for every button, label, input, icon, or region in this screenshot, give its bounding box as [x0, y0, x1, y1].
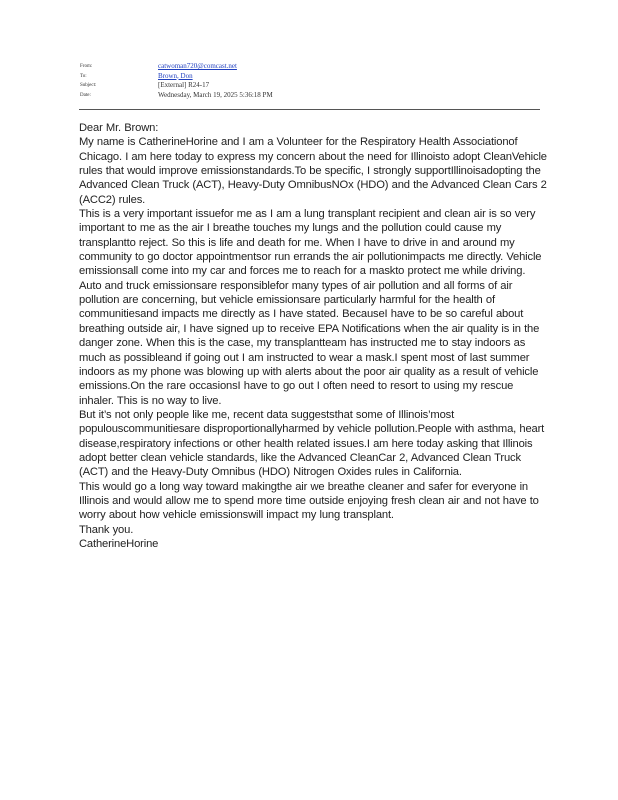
salutation: Dear Mr. Brown: [79, 122, 159, 134]
paragraph-personal: This is a very important issuefor me as I am a lung transplant recipient and clean air is so very important to me as the air I breathe touches my lungs and the pollution could cause my transplantto reject. So this is life and death for me. When I have to drive in and around my community to go doctor appointmentsor run errands the air pollutionimpacts me directly. Vehicle emissionsall come into my car and forces me to reach for a maskto protect me while driving. Auto and truck emissionsare responsiblefor many types of air pollution and all forms of air pollution are concerning, but vehicle emissionsare particularly harmful for the health of communitiesand impacts me directly as I have stated. BecauseI have to be so careful about breathing outside air, I have signed up to receive EPA Notifications when the air quality is in the danger zone. When this is the case, my transplantteam has instructed me to stay indoors as much as possibleand if going out I am instructed to wear a mask.I spent most of last summer indoors as my phone was blowing up with alerts about the poor air quality as a result of vehicle emissions.On the rare occasionsI have to go out I often need to resort to using my rescue inhaler. This is no way to live. [79, 208, 542, 407]
date-value: Wednesday, March 19, 2025 5:36:18 PM [158, 90, 273, 99]
header-divider [79, 109, 540, 110]
letter-body [79, 121, 549, 551]
from-email-link[interactable]: catwoman720@comcast.net [158, 62, 237, 70]
paragraph-communities: But it’s not only people like me, recent data suggeststhat some of Illinois’most populouscommunitiesare disproportionallyharmed by vehicle pollution.People with asthma, heart disease,respiratory infections or other health related issues.I am here today asking that Illinois adopt better clean vehicle standards, like the Advanced CleanCar 2, Advanced Clean Truck (ACT) and the Heavy-Duty Omnibus (HDO) Nitrogen Oxides rules in California. [79, 408, 545, 479]
subject-row [80, 81, 540, 91]
subject-value: [External] R24-17 [158, 81, 210, 89]
to-label: To: [80, 73, 87, 79]
paragraph-conclusion: This would go a long way toward makingthe air we breathe cleaner and safer for everyone in Illinois and would allow me to spend more time outside enjoying fresh clean air and not have to worry about how vehicle emissionswill impact my lung transplant. [79, 480, 539, 522]
date-row [80, 91, 540, 101]
paragraph-intro: My name is CatherineHorine and I am a Volunteer for the Respiratory Health Associationof Chicago. I am here today to express my concern about the need for Illinoisto adopt CleanVehicle rules that would improve emissionstandards.To be specific, I strongly supportIllinoisadopting the Advanced Clean Truck (ACT), Heavy-Duty OmnibusNOx (HDO) and the Advanced Clean Cars 2 (ACC2) rules. [79, 136, 547, 206]
to-row [80, 72, 540, 82]
closing: Thank you. [79, 523, 134, 536]
signature: CatherineHorine [79, 537, 159, 550]
email-header [80, 62, 540, 100]
date-label: Date: [80, 92, 91, 98]
from-row [80, 62, 540, 72]
to-recipient-link[interactable]: Brown, Don [158, 71, 193, 80]
from-label: From: [80, 64, 93, 69]
subject-label: Subject: [80, 83, 97, 88]
